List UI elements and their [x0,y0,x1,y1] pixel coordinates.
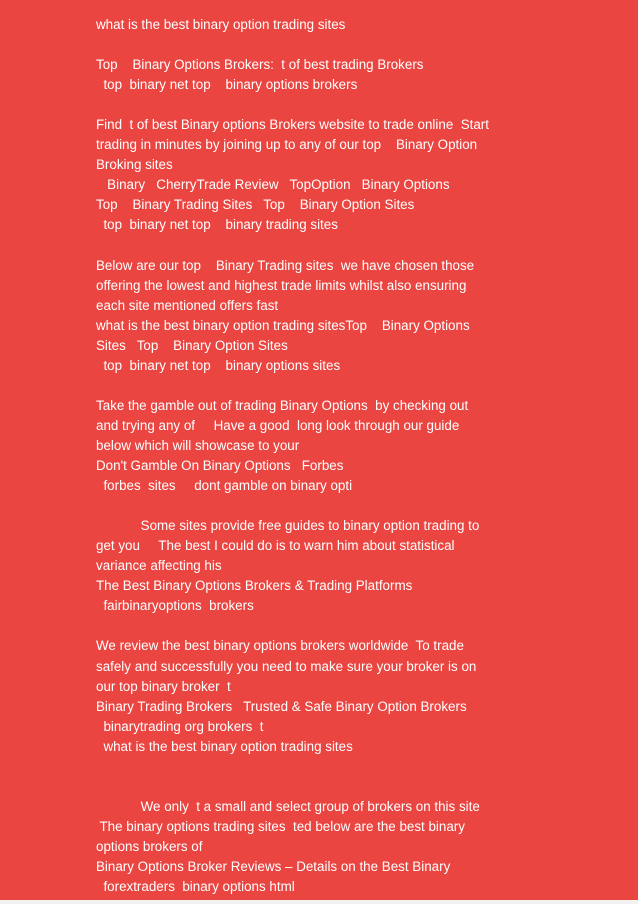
text-line-18: top binary net top binary options sites [96,357,341,373]
text-line-5 [96,95,526,115]
text-line-4: top binary net top binary options brokers [96,77,358,93]
text-line-6: Find t of best Binary options Brokers website to trade online Start [96,117,489,133]
text-line-20: Take the gamble out of trading Binary Options by checking out [96,397,469,413]
text-line-31 [96,616,526,636]
text-line-10: Top Binary Trading Sites Top Binary Option Sites [96,197,415,213]
text-line-13: Below are our top Binary Trading sites we have chosen those [96,257,475,273]
text-line-42: options brokers of [96,838,203,854]
text-line-29: The Best Binary Options Brokers & Trading Platforms [96,578,413,594]
text-line-2 [96,35,526,55]
text-line-40: We only t a small and select group of brokers on this site [96,798,480,814]
text-line-26: Some sites provide free guides to binary option trading to [96,518,480,534]
text-line-16: what is the best binary option trading sitesTop Binary Options [96,317,470,333]
text-line-24: forbes sites dont gamble on binary opti [96,478,353,494]
text-line-19 [96,376,526,396]
text-line-1: what is the best binary option trading sites [96,17,346,32]
text-line-21: and trying any of Have a good long look through our guide [96,417,460,433]
document-body [96,15,526,897]
text-line-43: Binary Options Broker Reviews – Details on the Best Binary [96,858,451,874]
text-line-14: offering the lowest and highest trade limits whilst also ensuring [96,277,467,293]
text-line-36: binarytrading org brokers t [96,718,264,734]
text-line-37: what is the best binary option trading sites [96,738,353,754]
text-line-35: Binary Trading Brokers Trusted & Safe Binary Option Brokers [96,698,467,714]
text-line-7: trading in minutes by joining up to any of our top Binary Option [96,137,478,153]
text-line-38 [96,757,526,777]
text-line-17: Sites Top Binary Option Sites [96,337,288,353]
text-line-8: Broking sites [96,157,173,173]
text-line-9: Binary CherryTrade Review TopOption Binary Options [96,177,450,193]
text-line-12 [96,236,526,256]
text-line-33: safely and successfully you need to make sure your broker is on [96,658,477,674]
text-line-27: get you The best I could do is to warn him about statistical [96,538,455,554]
text-line-23: Don't Gamble On Binary Options Forbes [96,458,344,474]
text-line-22: below which will showcase to your [96,437,300,453]
text-line-25 [96,496,526,516]
text-line-39 [96,777,526,797]
text-line-34: our top binary broker t [96,678,231,694]
text-line-30: fairbinaryoptions brokers [96,598,254,614]
text-line-15: each site mentioned offers fast [96,297,279,313]
text-line-28: variance affecting his [96,558,222,574]
text-line-11: top binary net top binary trading sites [96,217,338,233]
text-line-44: forextraders binary options html [96,879,295,895]
text-line-3: Top Binary Options Brokers: t of best trading Brokers [96,57,424,73]
text-line-41: The binary options trading sites ted below are the best binary [96,818,465,834]
text-line-32: We review the best binary options brokers worldwide To trade [96,638,464,654]
page-bottom-edge [0,900,638,904]
